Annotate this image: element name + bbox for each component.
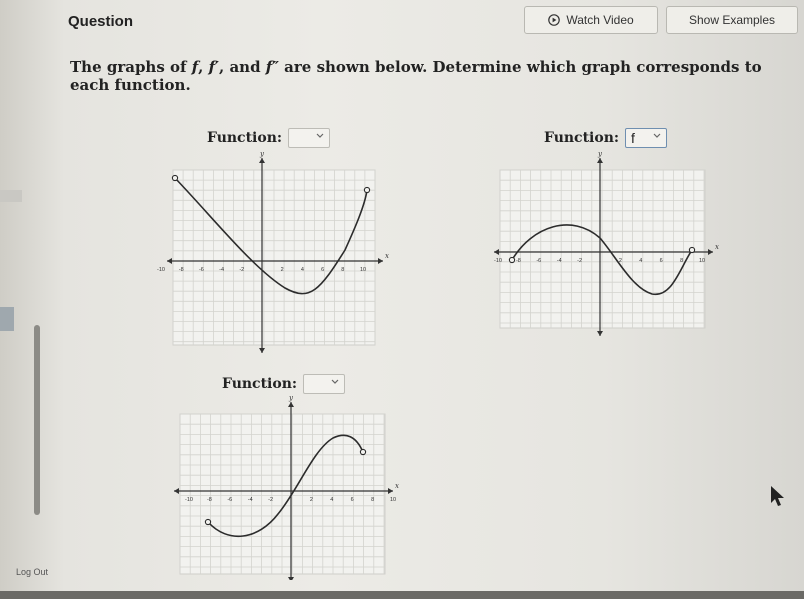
chevron-down-icon	[330, 376, 340, 386]
prompt-sep: , and	[219, 58, 266, 76]
prompt-f: f	[191, 58, 199, 76]
x-tick-label: 4	[300, 267, 304, 273]
x-tick-label: 2	[309, 497, 313, 503]
x-tick-label: 8	[371, 497, 375, 503]
x-axis-label: x	[715, 243, 719, 251]
prompt-f-prime: f′	[208, 58, 220, 76]
open-endpoint	[364, 187, 369, 192]
x-axis-arrow-icon	[174, 488, 179, 494]
x-tick-label: -2	[268, 497, 274, 503]
x-tick-label: 10	[389, 497, 397, 503]
x-tick-label: -4	[247, 497, 253, 503]
y-axis-arrow-icon	[597, 331, 603, 336]
x-axis-arrow-icon	[708, 249, 713, 255]
x-axis-arrow-icon	[378, 258, 383, 264]
x-tick-label: -8	[206, 497, 212, 503]
y-axis-label: y	[260, 150, 264, 158]
x-tick-label: 10	[698, 258, 706, 264]
function-row-3	[222, 374, 345, 394]
watch-video-button[interactable]	[524, 6, 658, 34]
x-tick-label: 6	[659, 258, 663, 264]
open-endpoint	[205, 519, 210, 524]
bottom-bar	[0, 591, 804, 599]
y-axis-arrow-icon	[288, 577, 294, 580]
prompt-text: are shown below. Determine which graph corresponds to each function.	[70, 58, 762, 94]
watch-video-label: Watch Video	[566, 13, 634, 27]
question-prompt	[70, 58, 804, 94]
y-axis-label: y	[289, 394, 293, 402]
function-select-value: f	[631, 130, 635, 146]
play-circle-icon	[548, 14, 560, 26]
function-select-3[interactable]	[303, 374, 345, 394]
chevron-down-icon	[652, 130, 662, 140]
x-tick-label: 10	[359, 267, 367, 273]
graph-1	[155, 150, 395, 355]
x-axis-arrow-icon	[494, 249, 499, 255]
function-label: Function:	[222, 376, 298, 392]
y-axis-label: y	[598, 150, 602, 158]
x-tick-label: -10	[494, 258, 502, 264]
x-tick-label: -2	[239, 267, 245, 273]
x-tick-label: 6	[321, 267, 325, 273]
open-endpoint	[509, 257, 514, 262]
cursor-arrow-icon	[768, 484, 788, 508]
open-endpoint	[360, 449, 365, 454]
x-axis-arrow-icon	[388, 488, 393, 494]
function-label: Function:	[207, 130, 283, 146]
chevron-down-icon	[315, 130, 325, 140]
x-tick-label: -8	[515, 258, 521, 264]
show-examples-label: Show Examples	[688, 13, 776, 27]
sidebar-scrollbar[interactable]	[34, 325, 40, 515]
function-row-2	[544, 128, 667, 148]
function-row-1	[207, 128, 330, 148]
x-tick-label: 8	[680, 258, 684, 264]
x-tick-label: -8	[178, 267, 184, 273]
sidebar-tab	[0, 190, 22, 202]
prompt-f-double-prime: f″	[265, 58, 279, 76]
x-tick-label: 6	[350, 497, 354, 503]
show-examples-button[interactable]	[666, 6, 798, 34]
function-label: Function:	[544, 130, 620, 146]
x-axis-label: x	[395, 482, 399, 490]
x-tick-label: -10	[185, 497, 193, 503]
x-tick-label: 2	[618, 258, 622, 264]
x-tick-label: 2	[280, 267, 284, 273]
function-select-2[interactable]	[625, 128, 667, 148]
x-tick-label: 4	[639, 258, 643, 264]
x-tick-label: 4	[330, 497, 334, 503]
sidebar-tab-active	[0, 307, 14, 331]
prompt-text: The graphs of	[70, 58, 192, 76]
graph-2	[482, 148, 727, 353]
x-axis-label: x	[385, 252, 389, 260]
x-tick-label: -4	[219, 267, 225, 273]
question-title: Question	[68, 13, 134, 30]
open-endpoint	[689, 247, 694, 252]
graph-3	[168, 394, 408, 580]
function-select-1[interactable]	[288, 128, 330, 148]
y-axis-arrow-icon	[288, 402, 294, 407]
x-tick-label: -6	[536, 258, 542, 264]
x-tick-label: -6	[227, 497, 233, 503]
x-axis-arrow-icon	[167, 258, 172, 264]
x-tick-label: 8	[341, 267, 345, 273]
x-tick-label: -10	[157, 267, 165, 273]
y-axis-arrow-icon	[597, 158, 603, 163]
x-tick-label: -2	[577, 258, 583, 264]
x-tick-label: -6	[198, 267, 204, 273]
open-endpoint	[172, 175, 177, 180]
y-axis-arrow-icon	[259, 348, 265, 353]
x-tick-label: -4	[556, 258, 562, 264]
y-axis-arrow-icon	[259, 158, 265, 163]
prompt-sep: ,	[198, 58, 209, 76]
logout-link[interactable]: Log Out	[16, 567, 49, 577]
